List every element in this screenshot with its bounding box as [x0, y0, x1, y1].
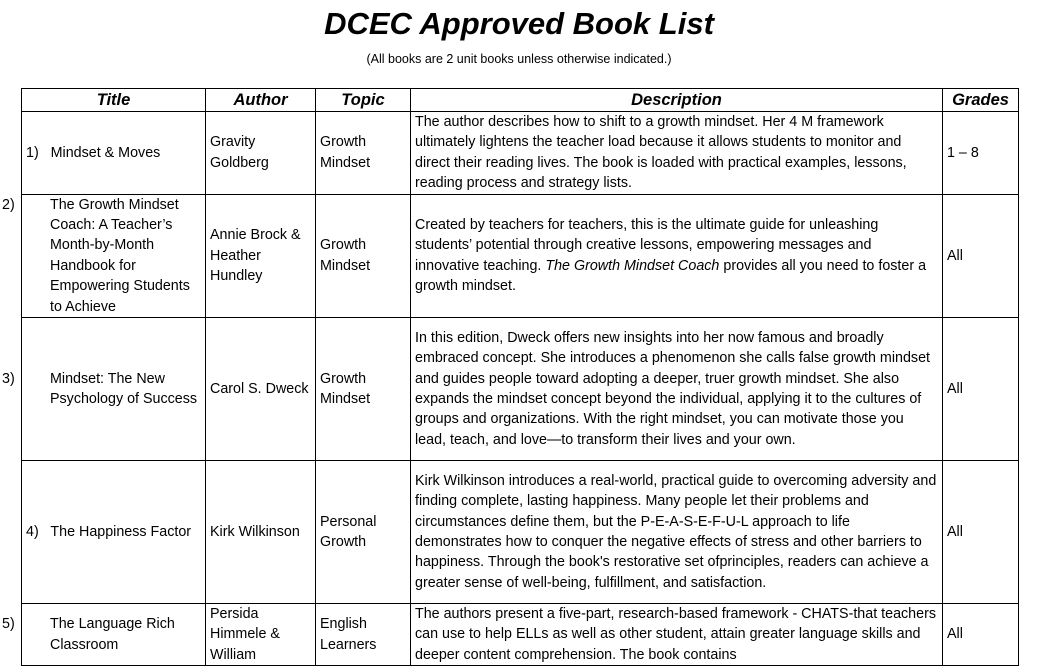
- book-grades: All: [943, 318, 1019, 461]
- table-row: [22, 604, 1019, 666]
- book-number: 1): [26, 144, 39, 161]
- book-title: The Growth Mindset Coach: A Teacher’s Month-by-Month Handbook for Empowering Students to Achieve: [50, 196, 190, 315]
- book-grades: All: [943, 461, 1019, 604]
- description-text: provides all you need to foster a growth mindset.: [415, 257, 927, 295]
- book-title: Mindset & Moves: [50, 144, 161, 161]
- book-description: In this edition, Dweck offers new insights into her now famous and broadly embraced concept. She introduces a phenomenon she calls false growth mindset and guides people toward adopting a deeper, truer growth mindset. She also expands the mindset concept beyond the individual, applying it to the cultures of groups and organizations. With the right mindset, you can motivate those you lead, teach, and love—to transform their lives and your own.: [411, 318, 943, 461]
- book-topic: English Learners: [316, 604, 411, 666]
- book-description: Kirk Wilkinson introduces a real-world, practical guide to overcoming adversity and finding complete, lasting happiness. Many people let their problems and circumstances define them, but the P-E-A-S-E-F-U-L approach to life demonstrates how to conquer the negative effects of stress and other barriers to happiness. Through the book's restorative set ofprinciples, readers can achieve a greater sense of well-being, fulfillment, and satisfaction.: [411, 461, 943, 604]
- book-topic: Personal Growth: [316, 461, 411, 604]
- book-topic: Growth Mindset: [316, 318, 411, 461]
- book-author: Gravity Goldberg: [206, 112, 316, 195]
- book-list-table: [2, 88, 1019, 666]
- book-number: 5): [2, 616, 15, 633]
- book-description: The author describes how to shift to a growth mindset. Her 4 M framework ultimately lightens the teacher load because it allows students to monitor and direct their reading lives. The book is loaded with practical examples, lessons, reading process and strategy lists.: [411, 112, 943, 195]
- header-topic: Topic: [316, 89, 411, 112]
- book-author: Persida Himmele & William: [206, 604, 316, 666]
- book-topic: Growth Mindset: [316, 194, 411, 317]
- header-grades: Grades: [943, 89, 1019, 112]
- book-description: The authors present a five-part, research-based framework - CHATS-that teachers can use to help ELLs as well as other student, attain greater language skills and deeper content comprehension. The book contains: [411, 604, 943, 666]
- book-title: Mindset: The New Psychology of Success: [50, 370, 198, 408]
- book-number: 2): [2, 196, 15, 213]
- header-author: Author: [206, 89, 316, 112]
- book-grades: 1 – 8: [943, 112, 1019, 195]
- table-row: [22, 461, 1019, 604]
- header-description: Description: [411, 89, 943, 112]
- table-header-row: [22, 89, 1019, 112]
- book-title: The Language Rich Classroom: [50, 616, 175, 653]
- book-title: The Happiness Factor: [50, 523, 192, 540]
- table-row: [22, 194, 1019, 317]
- book-grades: All: [943, 604, 1019, 666]
- book-title-cell: [2, 318, 206, 461]
- book-author: Kirk Wilkinson: [206, 461, 316, 604]
- book-number: 4): [26, 523, 39, 540]
- book-topic: Growth Mindset: [316, 112, 411, 195]
- book-grades: All: [943, 194, 1019, 317]
- book-author: Carol S. Dweck: [206, 318, 316, 461]
- document-title: DCEC Approved Book List: [324, 6, 714, 41]
- book-title-cell: [2, 194, 206, 317]
- table-row: [22, 318, 1019, 461]
- book-author: Annie Brock & Heather Hundley: [206, 194, 316, 317]
- book-title-cell: [2, 604, 206, 666]
- document-subtitle: (All books are 2 unit books unless otherwise indicated.): [366, 52, 672, 66]
- description-text: Created by teachers for teachers, this is the ultimate guide for unleashing students’ potential through creative lessons, empowering messages and innovative teaching.: [415, 217, 879, 274]
- book-title-cell: [22, 461, 206, 604]
- description-italic-title: The Growth Mindset Coach: [545, 257, 720, 274]
- table-row: [22, 112, 1019, 195]
- book-description: [411, 194, 943, 317]
- book-number: 3): [2, 370, 15, 387]
- header-title: Title: [22, 89, 206, 112]
- book-title-cell: [22, 112, 206, 195]
